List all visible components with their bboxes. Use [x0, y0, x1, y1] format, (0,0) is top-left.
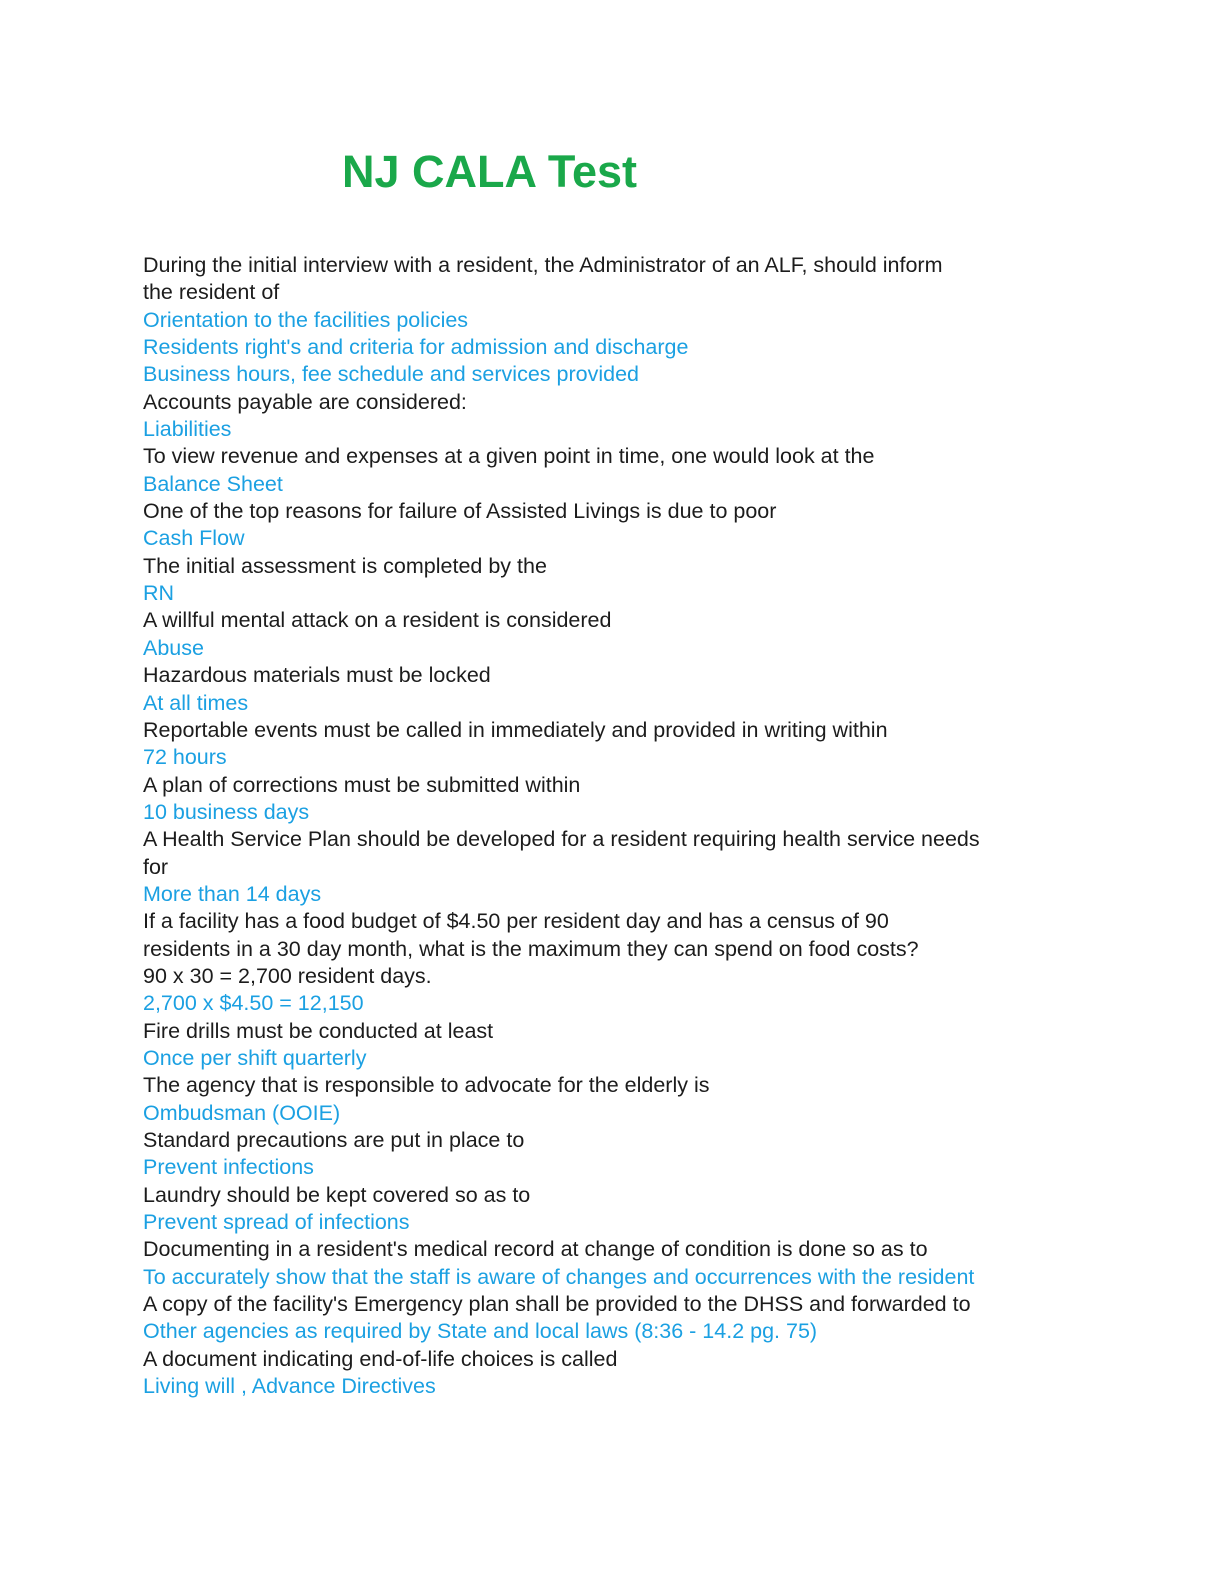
- question-line: The initial assessment is completed by the: [143, 553, 547, 578]
- answer-line: Residents right's and criteria for admission and discharge: [143, 335, 689, 360]
- answer-line: Abuse: [143, 635, 204, 660]
- answer-line: 10 business days: [143, 799, 310, 824]
- question-line: A Health Service Plan should be developed for a resident requiring health service needs: [143, 827, 980, 852]
- question-line: Accounts payable are considered:: [143, 389, 467, 414]
- question-line: A plan of corrections must be submitted within: [143, 772, 581, 797]
- answer-line: Ombudsman (OOIE): [143, 1100, 341, 1125]
- question-line: the resident of: [143, 280, 280, 305]
- question-line: To view revenue and expenses at a given point in time, one would look at the: [143, 444, 875, 469]
- question-line: residents in a 30 day month, what is the maximum they can spend on food costs?: [143, 936, 919, 961]
- qa-content: [143, 252, 1083, 1400]
- question-line: Documenting in a resident's medical record at change of condition is done so as to: [143, 1237, 928, 1262]
- answer-line: 72 hours: [143, 745, 227, 770]
- answer-line: Cash Flow: [143, 526, 245, 551]
- answer-line: Prevent spread of infections: [143, 1210, 410, 1235]
- answer-line: Liabilities: [143, 417, 232, 442]
- question-line: A copy of the facility's Emergency plan shall be provided to the DHSS and forwarded to: [143, 1292, 971, 1317]
- question-line: The agency that is responsible to advocate for the elderly is: [143, 1073, 710, 1098]
- question-line: If a facility has a food budget of $4.50 per resident day and has a census of 90: [143, 909, 889, 934]
- answer-line: Prevent infections: [143, 1155, 314, 1180]
- question-line: A document indicating end-of-life choices is called: [143, 1346, 618, 1371]
- question-line: 90 x 30 = 2,700 resident days.: [143, 963, 432, 988]
- question-line: Fire drills must be conducted at least: [143, 1018, 494, 1043]
- question-line: Hazardous materials must be locked: [143, 663, 491, 688]
- answer-line: Orientation to the facilities policies: [143, 307, 469, 332]
- answer-line: RN: [143, 581, 175, 606]
- question-line: Laundry should be kept covered so as to: [143, 1182, 531, 1207]
- answer-line: Living will , Advance Directives: [143, 1374, 436, 1399]
- answer-line: Balance Sheet: [143, 471, 283, 496]
- answer-line: At all times: [143, 690, 249, 715]
- answer-line: To accurately show that the staff is aware of changes and occurrences with the resident: [143, 1264, 975, 1289]
- question-line: Reportable events must be called in immediately and provided in writing within: [143, 717, 888, 742]
- answer-line: Other agencies as required by State and local laws (8:36 - 14.2 pg. 75): [143, 1319, 818, 1344]
- question-line: A willful mental attack on a resident is considered: [143, 608, 612, 633]
- answer-line: 2,700 x $4.50 = 12,150: [143, 991, 364, 1016]
- answer-line: Once per shift quarterly: [143, 1045, 367, 1070]
- page-title: NJ CALA Test: [342, 146, 638, 197]
- question-line: During the initial interview with a resident, the Administrator of an ALF, should inform: [143, 253, 943, 277]
- question-line: One of the top reasons for failure of Assisted Livings is due to poor: [143, 499, 777, 524]
- question-line: for: [143, 854, 169, 879]
- question-line: Standard precautions are put in place to: [143, 1128, 525, 1152]
- answer-line: Business hours, fee schedule and services provided: [143, 362, 639, 387]
- answer-line: More than 14 days: [143, 881, 322, 906]
